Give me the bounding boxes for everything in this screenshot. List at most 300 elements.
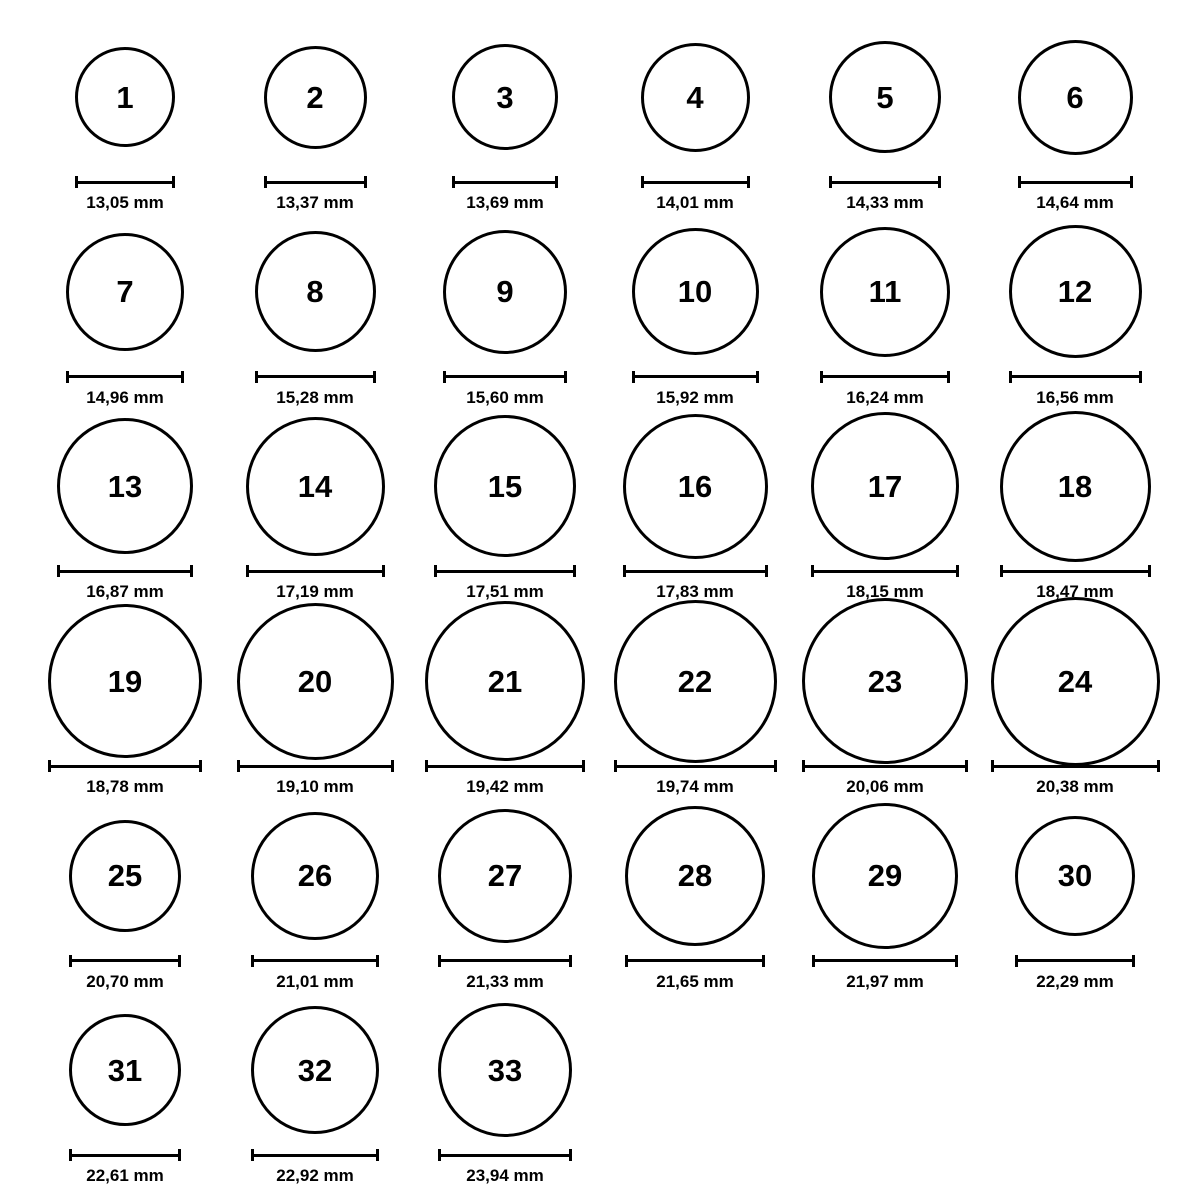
measure-tick-right-icon — [364, 176, 367, 188]
measure-tick-right-icon — [564, 371, 567, 383]
ring-size-item[interactable] — [600, 801, 790, 992]
ring-size-number: 17 — [867, 468, 903, 504]
measure-bar-icon — [438, 955, 572, 967]
ring-circle-outline — [434, 415, 576, 557]
ring-size-item[interactable] — [410, 995, 600, 1186]
measure-tick-right-icon — [756, 371, 759, 383]
ring-circle-outline — [255, 231, 376, 352]
measure-bar-icon — [452, 176, 558, 188]
ring-circle-wrapper — [434, 411, 576, 561]
ring-circle-outline — [1000, 411, 1151, 562]
diameter-measure — [802, 760, 968, 797]
measure-tick-left-icon — [1000, 565, 1003, 577]
measure-tick-left-icon — [1015, 955, 1018, 967]
diameter-measure — [246, 565, 385, 602]
measure-tick-left-icon — [69, 955, 72, 967]
ring-circle-outline — [641, 43, 750, 152]
measure-tick-right-icon — [382, 565, 385, 577]
measure-tick-right-icon — [582, 760, 585, 772]
measure-tick-right-icon — [762, 955, 765, 967]
measure-tick-right-icon — [1130, 176, 1133, 188]
diameter-label: 19,74 mm — [656, 777, 734, 797]
measure-tick-left-icon — [69, 1149, 72, 1161]
ring-size-item[interactable] — [790, 22, 980, 213]
ring-size-item[interactable] — [30, 22, 220, 213]
ring-circle-wrapper — [438, 995, 572, 1145]
diameter-measure — [991, 760, 1160, 797]
measure-tick-left-icon — [641, 176, 644, 188]
ring-circle-wrapper — [1000, 411, 1151, 561]
ring-circle-wrapper — [69, 801, 181, 951]
diameter-label: 20,06 mm — [846, 777, 924, 797]
measure-bar-icon — [251, 955, 379, 967]
measure-tick-left-icon — [829, 176, 832, 188]
ring-size-number: 15 — [487, 468, 523, 504]
diameter-label: 14,01 mm — [656, 193, 734, 212]
measure-bar-icon — [1018, 176, 1133, 188]
ring-circle-outline — [625, 806, 765, 946]
diameter-measure — [75, 176, 175, 213]
measure-tick-left-icon — [251, 955, 254, 967]
diameter-measure — [69, 955, 181, 992]
ring-circle-wrapper — [614, 606, 777, 756]
ring-circle-outline — [811, 412, 959, 560]
measure-bar-icon — [69, 955, 181, 967]
diameter-label: 18,47 mm — [1036, 582, 1114, 602]
ring-size-row — [30, 411, 1170, 606]
measure-bar-icon — [443, 371, 567, 383]
ring-size-item[interactable] — [410, 801, 600, 992]
measure-bar-icon — [812, 955, 958, 967]
ring-circle-wrapper — [625, 801, 765, 951]
diameter-measure — [625, 955, 765, 992]
diameter-measure — [48, 760, 202, 797]
measure-bar-icon — [264, 176, 367, 188]
diameter-label: 22,61 mm — [86, 1166, 164, 1186]
ring-circle-wrapper — [66, 217, 184, 367]
measure-tick-right-icon — [178, 1149, 181, 1161]
measure-tick-left-icon — [820, 371, 823, 383]
measure-bar-icon — [57, 565, 193, 577]
measure-bar-icon — [1000, 565, 1151, 577]
diameter-measure — [438, 955, 572, 992]
diameter-measure — [452, 176, 558, 213]
diameter-measure — [641, 176, 750, 213]
ring-circle-outline — [246, 417, 385, 556]
ring-size-number: 18 — [1057, 468, 1093, 504]
ring-circle-outline — [991, 597, 1160, 766]
ring-size-item[interactable] — [790, 606, 980, 797]
measure-bar-icon — [66, 371, 184, 383]
measure-bar-icon — [237, 760, 394, 772]
diameter-label: 14,96 mm — [86, 387, 164, 407]
ring-circle-outline — [264, 46, 367, 149]
diameter-measure — [811, 565, 959, 602]
ring-size-number: 22 — [677, 663, 713, 699]
ring-circle-wrapper — [812, 801, 958, 951]
diameter-label: 21,01 mm — [276, 971, 354, 991]
ring-circle-wrapper — [452, 22, 558, 172]
measure-bar-icon — [246, 565, 385, 577]
measure-tick-right-icon — [1148, 565, 1151, 577]
measure-tick-right-icon — [569, 955, 572, 967]
measure-tick-right-icon — [947, 371, 950, 383]
ring-circle-wrapper — [57, 411, 193, 561]
diameter-measure — [255, 371, 376, 408]
ring-circle-wrapper — [820, 217, 950, 367]
diameter-label: 15,92 mm — [656, 387, 734, 407]
measure-tick-right-icon — [376, 1149, 379, 1161]
ring-circle-outline — [1009, 225, 1142, 358]
ring-size-item[interactable] — [600, 217, 790, 408]
ring-size-number: 30 — [1057, 858, 1093, 894]
ring-circle-wrapper — [641, 22, 750, 172]
measure-tick-left-icon — [434, 565, 437, 577]
ring-size-item[interactable] — [980, 606, 1170, 797]
ring-circle-outline — [438, 1003, 572, 1137]
diameter-label: 13,05 mm — [86, 193, 164, 212]
diameter-label: 16,24 mm — [846, 387, 924, 407]
ring-circle-outline — [69, 820, 181, 932]
ring-circle-wrapper — [1018, 22, 1133, 172]
ring-size-number: 1 — [116, 79, 134, 115]
ring-size-number: 2 — [306, 79, 324, 115]
ring-size-item[interactable] — [600, 22, 790, 213]
ring-circle-outline — [69, 1014, 181, 1126]
diameter-measure — [632, 371, 759, 408]
diameter-label: 13,37 mm — [276, 193, 354, 212]
ring-size-number: 8 — [306, 274, 324, 310]
measure-bar-icon — [632, 371, 759, 383]
ring-size-number: 20 — [297, 663, 333, 699]
ring-circle-outline — [251, 1006, 379, 1134]
diameter-measure — [820, 371, 950, 408]
ring-circle-outline — [237, 603, 394, 760]
ring-size-item[interactable] — [30, 801, 220, 992]
diameter-measure — [812, 955, 958, 992]
diameter-measure — [434, 565, 576, 602]
measure-tick-left-icon — [48, 760, 51, 772]
ring-size-number: 25 — [107, 858, 143, 894]
ring-circle-outline — [443, 230, 567, 354]
measure-tick-left-icon — [425, 760, 428, 772]
ring-size-number: 29 — [867, 858, 903, 894]
diameter-label: 20,38 mm — [1036, 777, 1114, 797]
measure-tick-right-icon — [1139, 371, 1142, 383]
ring-size-number: 5 — [876, 79, 894, 115]
diameter-measure — [69, 1149, 181, 1186]
diameter-measure — [829, 176, 941, 213]
ring-circle-outline — [1018, 40, 1133, 155]
ring-circle-wrapper — [811, 411, 959, 561]
diameter-measure — [425, 760, 585, 797]
ring-size-item[interactable] — [220, 995, 410, 1186]
ring-size-item[interactable] — [790, 801, 980, 992]
measure-tick-left-icon — [246, 565, 249, 577]
ring-circle-wrapper — [237, 606, 394, 756]
ring-size-number: 13 — [107, 468, 143, 504]
ring-size-item[interactable] — [410, 22, 600, 213]
diameter-label: 16,56 mm — [1036, 387, 1114, 407]
ring-size-item[interactable] — [980, 411, 1170, 602]
diameter-label: 17,83 mm — [656, 582, 734, 602]
measure-tick-left-icon — [1018, 176, 1021, 188]
diameter-label: 13,69 mm — [466, 193, 544, 212]
ring-size-number: 19 — [107, 663, 143, 699]
ring-circle-wrapper — [802, 606, 968, 756]
measure-tick-right-icon — [956, 565, 959, 577]
ring-circle-outline — [66, 233, 184, 351]
measure-bar-icon — [820, 371, 950, 383]
measure-tick-left-icon — [991, 760, 994, 772]
measure-tick-left-icon — [251, 1149, 254, 1161]
diameter-label: 16,87 mm — [86, 582, 164, 602]
ring-size-number: 16 — [677, 468, 713, 504]
ring-circle-outline — [438, 809, 572, 943]
measure-tick-right-icon — [1157, 760, 1160, 772]
ring-circle-outline — [632, 228, 759, 355]
ring-circle-outline — [251, 812, 379, 940]
measure-tick-left-icon — [802, 760, 805, 772]
measure-tick-left-icon — [237, 760, 240, 772]
ring-size-item[interactable] — [30, 995, 220, 1186]
ring-size-item[interactable] — [30, 606, 220, 797]
diameter-label: 15,28 mm — [276, 387, 354, 407]
diameter-measure — [251, 955, 379, 992]
measure-tick-left-icon — [812, 955, 815, 967]
ring-circle-wrapper — [1015, 801, 1135, 951]
ring-circle-outline — [57, 418, 193, 554]
measure-tick-left-icon — [57, 565, 60, 577]
ring-size-item[interactable] — [410, 217, 600, 408]
measure-tick-right-icon — [391, 760, 394, 772]
ring-size-number: 21 — [487, 663, 523, 699]
measure-tick-right-icon — [747, 176, 750, 188]
ring-circle-wrapper — [255, 217, 376, 367]
diameter-measure — [1015, 955, 1135, 992]
diameter-measure — [614, 760, 777, 797]
measure-tick-left-icon — [811, 565, 814, 577]
ring-size-item[interactable] — [980, 801, 1170, 992]
measure-bar-icon — [251, 1149, 379, 1161]
diameter-label: 18,78 mm — [86, 777, 164, 797]
measure-tick-right-icon — [178, 955, 181, 967]
ring-size-number: 27 — [487, 858, 523, 894]
ring-size-number: 33 — [487, 1052, 523, 1088]
ring-circle-wrapper — [246, 411, 385, 561]
ring-circle-outline — [812, 803, 958, 949]
diameter-label: 23,94 mm — [466, 1166, 544, 1186]
measure-tick-right-icon — [955, 955, 958, 967]
measure-tick-left-icon — [75, 176, 78, 188]
ring-size-number: 11 — [868, 274, 902, 310]
diameter-label: 19,10 mm — [276, 777, 354, 797]
ring-size-number: 3 — [496, 79, 514, 115]
ring-circle-outline — [614, 600, 777, 763]
ring-circle-outline — [802, 598, 968, 764]
measure-tick-left-icon — [264, 176, 267, 188]
ring-size-item[interactable] — [30, 411, 220, 602]
measure-tick-right-icon — [555, 176, 558, 188]
measure-tick-left-icon — [452, 176, 455, 188]
measure-bar-icon — [991, 760, 1160, 772]
measure-tick-right-icon — [774, 760, 777, 772]
measure-tick-left-icon — [614, 760, 617, 772]
ring-circle-outline — [452, 44, 558, 150]
ring-size-number: 23 — [867, 663, 903, 699]
diameter-measure — [1018, 176, 1133, 213]
measure-bar-icon — [69, 1149, 181, 1161]
measure-tick-right-icon — [373, 371, 376, 383]
ring-size-number: 31 — [107, 1052, 143, 1088]
ring-size-item[interactable] — [980, 22, 1170, 213]
diameter-measure — [251, 1149, 379, 1186]
ring-size-item[interactable] — [220, 22, 410, 213]
measure-bar-icon — [48, 760, 202, 772]
ring-circle-wrapper — [69, 995, 181, 1145]
measure-tick-left-icon — [625, 955, 628, 967]
diameter-label: 17,19 mm — [276, 582, 354, 602]
ring-circle-wrapper — [632, 217, 759, 367]
measure-bar-icon — [802, 760, 968, 772]
diameter-label: 20,70 mm — [86, 971, 164, 991]
ring-size-number: 12 — [1057, 274, 1093, 310]
diameter-label: 22,92 mm — [276, 1166, 354, 1186]
measure-tick-left-icon — [623, 565, 626, 577]
diameter-label: 17,51 mm — [466, 582, 544, 602]
ring-circle-wrapper — [991, 606, 1160, 756]
measure-tick-right-icon — [569, 1149, 572, 1161]
measure-bar-icon — [811, 565, 959, 577]
ring-size-number: 28 — [677, 858, 713, 894]
ring-size-number: 4 — [686, 79, 704, 115]
diameter-label: 22,29 mm — [1036, 971, 1114, 991]
measure-tick-right-icon — [376, 955, 379, 967]
diameter-label: 18,15 mm — [846, 582, 924, 602]
ring-circle-outline — [820, 227, 950, 357]
ring-size-item[interactable] — [220, 606, 410, 797]
measure-bar-icon — [625, 955, 765, 967]
diameter-label: 21,97 mm — [846, 971, 924, 991]
ring-circle-wrapper — [438, 801, 572, 951]
measure-tick-left-icon — [438, 955, 441, 967]
ring-size-number: 14 — [297, 468, 333, 504]
ring-size-row — [30, 606, 1170, 801]
ring-circle-wrapper — [623, 411, 768, 561]
diameter-measure — [66, 371, 184, 408]
ring-circle-outline — [1015, 816, 1135, 936]
ring-size-item[interactable] — [790, 411, 980, 602]
diameter-measure — [438, 1149, 572, 1186]
ring-circle-wrapper — [443, 217, 567, 367]
measure-bar-icon — [434, 565, 576, 577]
measure-bar-icon — [425, 760, 585, 772]
ring-size-item[interactable] — [980, 217, 1170, 408]
measure-tick-right-icon — [573, 565, 576, 577]
measure-bar-icon — [255, 371, 376, 383]
measure-bar-icon — [614, 760, 777, 772]
ring-size-number: 9 — [496, 274, 514, 310]
ring-size-number: 26 — [297, 858, 333, 894]
measure-bar-icon — [1015, 955, 1135, 967]
diameter-measure — [237, 760, 394, 797]
diameter-label: 14,33 mm — [846, 193, 924, 212]
ring-size-number: 6 — [1066, 79, 1084, 115]
measure-bar-icon — [641, 176, 750, 188]
measure-bar-icon — [623, 565, 768, 577]
ring-circle-wrapper — [829, 22, 941, 172]
diameter-measure — [623, 565, 768, 602]
ring-circle-wrapper — [251, 801, 379, 951]
diameter-measure — [57, 565, 193, 602]
ring-size-item[interactable] — [220, 411, 410, 602]
diameter-label: 21,65 mm — [656, 971, 734, 991]
measure-tick-left-icon — [438, 1149, 441, 1161]
measure-bar-icon — [1009, 371, 1142, 383]
ring-circle-outline — [623, 414, 768, 559]
measure-tick-right-icon — [181, 371, 184, 383]
measure-tick-right-icon — [190, 565, 193, 577]
measure-tick-right-icon — [965, 760, 968, 772]
ring-size-number: 7 — [116, 274, 134, 310]
ring-size-item[interactable] — [600, 411, 790, 602]
ring-size-item[interactable] — [220, 217, 410, 408]
ring-size-item[interactable] — [600, 606, 790, 797]
measure-bar-icon — [829, 176, 941, 188]
measure-tick-right-icon — [765, 565, 768, 577]
ring-size-row — [30, 217, 1170, 412]
measure-tick-right-icon — [938, 176, 941, 188]
ring-size-row — [30, 22, 1170, 217]
ring-circle-wrapper — [75, 22, 175, 172]
ring-size-number: 32 — [297, 1052, 333, 1088]
ring-size-number: 24 — [1057, 663, 1093, 699]
measure-bar-icon — [75, 176, 175, 188]
measure-tick-left-icon — [632, 371, 635, 383]
diameter-label: 15,60 mm — [466, 387, 544, 407]
ring-size-item[interactable] — [410, 411, 600, 602]
diameter-label: 19,42 mm — [466, 777, 544, 797]
measure-tick-left-icon — [443, 371, 446, 383]
ring-circle-outline — [425, 601, 585, 761]
diameter-label: 21,33 mm — [466, 971, 544, 991]
ring-size-item[interactable] — [790, 217, 980, 408]
measure-tick-left-icon — [1009, 371, 1012, 383]
ring-size-item[interactable] — [410, 606, 600, 797]
ring-circle-outline — [75, 47, 175, 147]
measure-tick-left-icon — [255, 371, 258, 383]
ring-circle-outline — [48, 604, 202, 758]
measure-tick-right-icon — [172, 176, 175, 188]
diameter-measure — [1009, 371, 1142, 408]
ring-size-item[interactable] — [220, 801, 410, 992]
ring-circle-outline — [829, 41, 941, 153]
ring-size-row — [30, 995, 1170, 1190]
ring-size-row — [30, 801, 1170, 996]
ring-size-number: 10 — [677, 274, 713, 310]
measure-bar-icon — [438, 1149, 572, 1161]
measure-tick-right-icon — [1132, 955, 1135, 967]
diameter-measure — [264, 176, 367, 213]
ring-circle-wrapper — [48, 606, 202, 756]
ring-circle-wrapper — [1009, 217, 1142, 367]
diameter-measure — [443, 371, 567, 408]
measure-tick-right-icon — [199, 760, 202, 772]
diameter-label: 14,64 mm — [1036, 193, 1114, 212]
ring-size-item[interactable] — [30, 217, 220, 408]
ring-circle-wrapper — [251, 995, 379, 1145]
ring-circle-wrapper — [425, 606, 585, 756]
